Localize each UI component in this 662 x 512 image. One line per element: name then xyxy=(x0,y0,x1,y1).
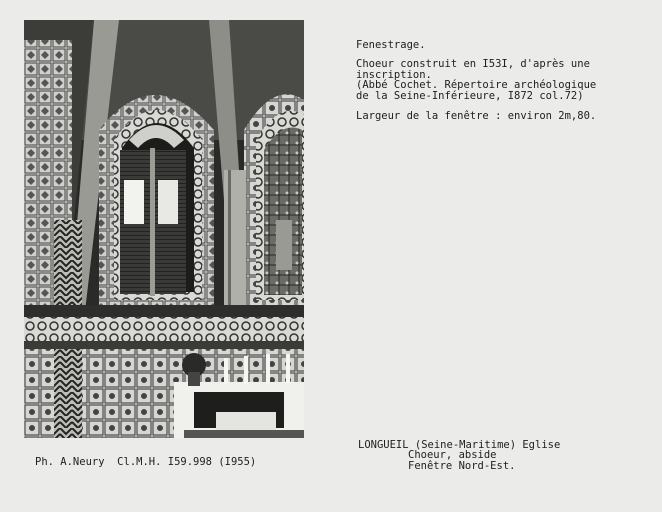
note-line-4: de la Seine-Inférieure, I872 col.72) xyxy=(356,90,584,102)
location-line-2: Choeur, abside xyxy=(408,449,497,461)
note-line-3: (Abbé Cochet. Répertoire archéologique xyxy=(356,79,597,91)
photo-drawing xyxy=(24,20,304,438)
window-width-note: Largeur de la fenêtre : environ 2m,80. xyxy=(356,110,597,122)
note-line-1: Choeur construit en I53I, d'après une xyxy=(356,58,590,70)
location-line-3: Fenêtre Nord-Est. xyxy=(408,460,516,472)
note-line-2: inscription. xyxy=(356,69,432,81)
photo-credit: Ph. A.Neury Cl.M.H. I59.998 (I955) xyxy=(35,456,257,468)
church-apse-window-photo xyxy=(24,20,304,438)
location-line-1: LONGUEIL (Seine-Maritime) Eglise xyxy=(358,439,561,451)
header-title: Fenestrage. xyxy=(356,39,426,51)
